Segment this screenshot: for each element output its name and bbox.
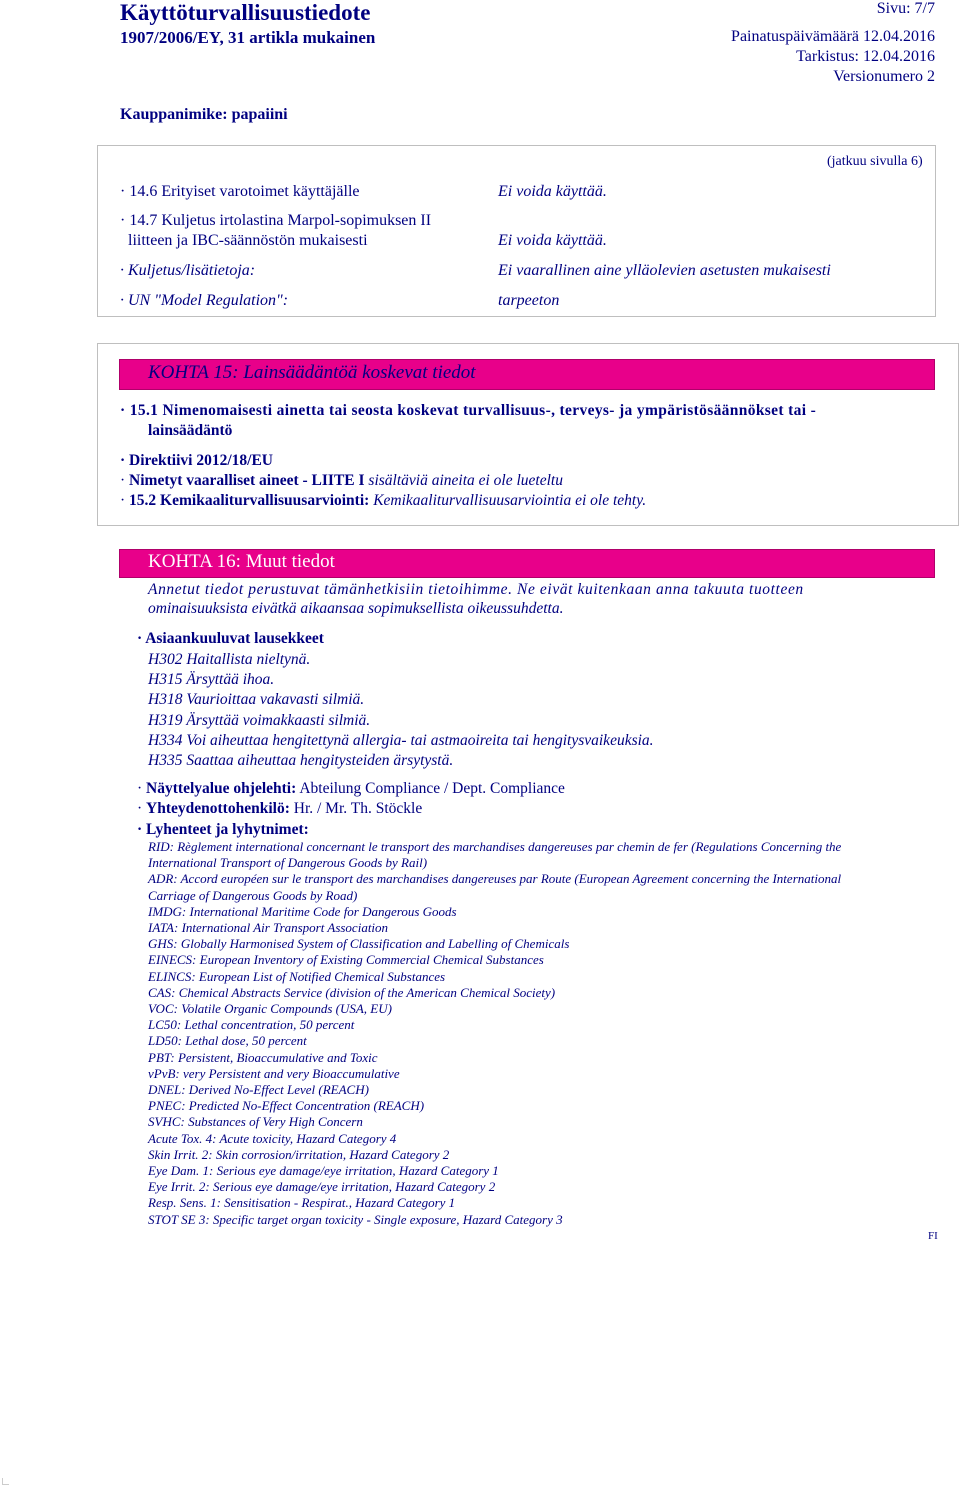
abbreviation-entry: International Transport of Dangerous Goods by Rail): [148, 855, 428, 871]
abbreviation-entry: SVHC: Substances of Very High Concern: [148, 1114, 363, 1130]
document-title: Käyttöturvallisuustiedote: [120, 0, 371, 25]
abbreviation-entry: PNEC: Predicted No-Effect Concentration (REACH): [148, 1098, 425, 1114]
abbreviation-entry: IATA: International Air Transport Association: [148, 920, 389, 935]
transport-row: · 14.6 Erityiset varotoimet käyttäjälle: [120, 183, 360, 200]
abbreviation-entry: DNEL: Derived No-Effect Level (REACH): [148, 1082, 369, 1097]
transport-value: Ei vaarallinen aine ylläolevien asetusten mukaisesti: [498, 262, 831, 279]
transport-label: Kuljetus/lisätietoja:: [128, 262, 256, 279]
transport-value: Ei voida käyttää.: [498, 232, 607, 249]
abbreviation-entry: Eye Irrit. 2: Serious eye damage/eye irritation, Hazard Category 2: [148, 1179, 496, 1195]
abbreviation-entry: LC50: Lethal concentration, 50 percent: [148, 1017, 355, 1033]
hazard-phrase: H315 Ärsyttää ihoa.: [148, 671, 275, 689]
hazard-phrase: H318 Vaurioittaa vakavasti silmiä.: [148, 691, 365, 709]
abbreviation-entry: PBT: Persistent, Bioaccumulative and Toxic: [148, 1049, 378, 1065]
directive-line: · Direktiivi 2012/18/EU: [120, 452, 273, 469]
department-line: · Näyttelyalue ohjelehti: Abteilung Compliance / Dept. Compliance: [137, 780, 565, 797]
hazard-phrase: H335 Saattaa aiheuttaa hengitysteiden ärsytystä.: [148, 752, 454, 769]
abbreviation-entry: EINECS: European Inventory of Existing Commercial Chemical Substances: [148, 952, 544, 968]
hazard-phrase: H319 Ärsyttää voimakkaasti silmiä.: [148, 711, 371, 729]
transport-label: 14.7 Kuljetus irtolastina Marpol-sopimuksen II: [129, 212, 432, 229]
named-substances-line: · Nimetyt vaaralliset aineet - LIITE I sisältäviä aineita ei ole lueteltu: [120, 472, 563, 489]
print-date: Painatuspäivämäärä 12.04.2016: [731, 28, 935, 45]
section-16-intro-line1: Annetut tiedot perustuvat tämänhetkisiin tietoihimme. Ne eivät kuitenkaan anna takuuta tuotteen: [148, 581, 804, 598]
abbreviation-entry: VOC: Volatile Organic Compounds (USA, EU): [148, 1001, 392, 1016]
hazard-phrase: H334 Voi aiheuttaa hengitettynä allergia- tai astmaoireita tai hengitysvaikeuksia.: [148, 731, 654, 749]
transport-value: tarpeeton: [498, 292, 560, 309]
abbreviation-entry: RID: Règlement international concernant le transport des marchandises dangereuses par chemin de fer (Regulations Concerning the: [148, 839, 842, 854]
transport-row: · Kuljetus/lisätietoja:: [120, 262, 256, 279]
section-15-1-heading: · 15.1 Nimenomaisesti ainetta tai seosta koskevat turvallisuus-, terveys- ja ympäristösäännökset tai -: [120, 402, 817, 419]
product-name: Kauppanimike: papaiini: [120, 106, 288, 123]
section-15-1-heading-cont: lainsäädäntö: [148, 422, 233, 439]
transport-row: · 14.7 Kuljetus irtolastina Marpol-sopimuksen II: [120, 212, 432, 229]
abbreviation-entry: Carriage of Dangerous Goods by Road): [148, 887, 358, 903]
section-16-title: KOHTA 16: Muut tiedot: [148, 551, 335, 572]
abbreviation-entry: IMDG: International Maritime Code for Dangerous Goods: [148, 903, 457, 919]
hazard-phrase: H302 Haitallista nieltynä.: [148, 651, 311, 668]
transport-label: 14.6 Erityiset varotoimet käyttäjälle: [129, 183, 360, 200]
transport-row: · UN "Model Regulation":: [120, 292, 289, 309]
revision-date: Tarkistus: 12.04.2016: [796, 48, 935, 65]
abbreviation-entry: LD50: Lethal dose, 50 percent: [148, 1033, 307, 1049]
abbreviation-entry: CAS: Chemical Abstracts Service (division of the American Chemical Society): [148, 984, 556, 1000]
continued-note: (jatkuu sivulla 6): [827, 154, 923, 169]
page-corner-mark: [2, 1478, 9, 1485]
regulation-reference: 1907/2006/EY, 31 artikla mukainen: [120, 28, 376, 47]
version-number: Versionumero 2: [833, 68, 935, 85]
abbreviation-entry: Acute Tox. 4: Acute toxicity, Hazard Category 4: [148, 1130, 397, 1146]
contact-line: · Yhteydenottohenkilö: Hr. / Mr. Th. Stöckle: [137, 800, 423, 817]
section-15-title: KOHTA 15: Lainsäädäntöä koskevat tiedot: [148, 362, 476, 383]
abbreviation-entry: GHS: Globally Harmonised System of Classification and Labelling of Chemicals: [148, 936, 570, 952]
abbreviation-entry: Eye Dam. 1: Serious eye damage/eye irritation, Hazard Category 1: [148, 1163, 499, 1178]
abbreviations-heading: · Lyhenteet ja lyhytnimet:: [137, 821, 309, 838]
abbreviation-entry: ADR: Accord européen sur le transport des marchandises dangereuses par Route (European Agreement concerning the International: [148, 871, 842, 887]
phrases-heading: · Asiaankuuluvat lausekkeet: [137, 630, 324, 647]
abbreviation-entry: Resp. Sens. 1: Sensitisation - Respirat., Hazard Category 1: [148, 1195, 456, 1211]
section-15-2-line: · 15.2 Kemikaaliturvallisuusarviointi: Kemikaaliturvallisuusarviointia ei ole tehty.: [120, 492, 647, 509]
section-16-intro-line2: ominaisuuksista eivätkä aikaansaa sopimuksellista oikeussuhdetta.: [148, 600, 564, 617]
abbreviation-entry: vPvB: very Persistent and very Bioaccumulative: [148, 1065, 400, 1081]
abbreviation-entry: Skin Irrit. 2: Skin corrosion/irritation, Hazard Category 2: [148, 1146, 450, 1162]
abbreviation-entry: STOT SE 3: Specific target organ toxicity - Single exposure, Hazard Category 3: [148, 1211, 563, 1227]
transport-value: Ei voida käyttää.: [498, 183, 607, 200]
page-number: Sivu: 7/7: [876, 0, 935, 17]
language-code: FI: [928, 1230, 938, 1242]
abbreviation-entry: ELINCS: European List of Notified Chemical Substances: [148, 968, 446, 984]
transport-label: UN "Model Regulation":: [128, 292, 289, 309]
transport-label-continued: liitteen ja IBC-säännöstön mukaisesti: [128, 232, 368, 249]
